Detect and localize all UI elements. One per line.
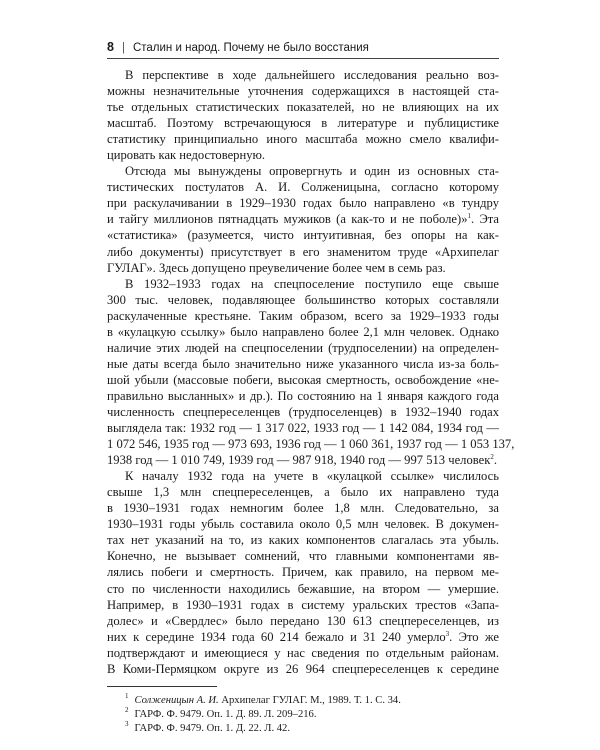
text-line: ные даты всегда было значительно ниже указанного числа из-за боль-: [107, 356, 499, 371]
footnote: [125, 722, 495, 736]
text-line-with-note: [107, 211, 499, 227]
text-line: 1 072 546, 1935 год — 973 693, 1936 год — 1 060 361, 1937 год — 1 053 137,: [107, 437, 515, 452]
text-line: либо документы) присутствует в его знаменитом труде «Архипелаг: [107, 244, 499, 259]
text-line: при раскулачивании в 1929–1930 годах было направлено «в тундру: [107, 196, 499, 211]
text-line: Отсюда мы вынуждены опровергнуть и один из основных ста-: [125, 164, 499, 179]
footnote: [125, 694, 495, 708]
text-line-with-note: [107, 629, 499, 645]
text-fragment: них к середине 1934 года 60 214 бежало и 31 240 умерло: [107, 629, 446, 644]
text-line: тистических постулатов А. И. Солженицына, согласно которому: [107, 180, 499, 195]
text-line: тах нет указаний на то, из каких компонентов слагалась эта убыль.: [107, 533, 499, 548]
paragraph: [107, 67, 499, 163]
footnote-mark: 2: [125, 706, 129, 715]
text-fragment: 1938 год — 1 010 749, 1939 год — 987 918, 1940 год — 997 513 человек: [107, 453, 491, 468]
paragraph: [107, 468, 499, 677]
text-line: выглядела так: 1932 год — 1 317 022, 1933 год — 1 142 084, 1934 год —: [107, 421, 499, 436]
text-line: сто по численности находились бежавшие, на втором — умершие.: [107, 581, 499, 596]
text-fragment: . Эта: [471, 212, 500, 227]
text-line: в «кулацкую ссылку» было направлено более 2,1 млн человек. Однако: [107, 324, 499, 339]
text-line: масштаб. Поэтому встречающуюся в литературе и публицистике: [107, 116, 499, 131]
running-header: [107, 40, 499, 59]
body-text: [107, 67, 515, 677]
running-title: Сталин и народ. Почему не было восстания: [132, 42, 369, 54]
text-line: 1930–1931 годы убыль составила около 0,5 млн человек. В докумен-: [107, 517, 499, 532]
text-line: свыше 1,3 млн спецпереселенцев, а было их направлено туда: [107, 485, 499, 500]
text-line: раскулаченные крестьяне. Таким образом, всего за 1929–1933 годы: [107, 308, 499, 323]
footnotes: [125, 694, 495, 736]
footnote-text: ГАРФ. Ф. 9479. Оп. 1. Д. 89. Л. 209–216.: [134, 709, 317, 720]
text-line: долес» и «Свердлес» было передано 130 613 спецпереселенцев, из: [107, 613, 499, 628]
text-line: цировать как недостоверную.: [107, 148, 266, 163]
footnote-ref: 2: [490, 452, 494, 461]
text-line: В Коми-Пермяцком округе из 26 964 спецпереселенцев к середине: [107, 661, 499, 676]
footnote-mark: 3: [125, 720, 129, 729]
text-fragment: .: [493, 453, 497, 468]
text-line: К началу 1932 года на учете в «кулацкой ссылке» числилось: [125, 469, 499, 484]
text-fragment: . Это же: [449, 629, 500, 644]
footnote-author: Солженицын А. И.: [134, 695, 219, 706]
text-line: правильно высланных» и др.). По состоянию на 1 января каждого года: [107, 388, 499, 403]
text-line-with-note: [107, 452, 499, 468]
text-line: ГУЛАГ». Здесь допущено преувеличение более чем в семь раз.: [107, 260, 446, 275]
text-line: наличие этих людей на спецпоселении (трудпоселении) на определен-: [107, 340, 499, 355]
text-line: лялись побеги и смертность. Причем, как правило, на первом ме-: [107, 565, 499, 580]
footnote-text: Архипелаг ГУЛАГ. М., 1989. Т. 1. С. 34.: [218, 695, 401, 706]
text-line: численность спецпереселенцев (трудпоселенцев) в 1932–1940 годах: [107, 404, 499, 419]
text-line: «статистика» (разумеется, чисто интуитивная, без опоры на как-: [107, 228, 499, 243]
footnote-rule: [107, 686, 217, 687]
page-number: 8: [107, 40, 114, 54]
paragraph: [107, 163, 499, 275]
header-separator: |: [121, 42, 125, 54]
text-line: Конечно, не вызывает сомнений, что главными компонентами яв-: [107, 549, 499, 564]
text-line: В перспективе в ходе дальнейшего исследования реально воз-: [125, 68, 499, 82]
text-line: подтверждают и имеющиеся у нас сведения по отдельным районам.: [107, 645, 499, 660]
text-line: можны незначительные уточнения содержащихся в настоящей ста-: [107, 84, 499, 99]
text-fragment: и тайгу миллионов пятнадцать мужиков (а как-то и не поболе)»: [107, 212, 468, 227]
footnote-text: ГАРФ. Ф. 9479. Оп. 1. Д. 22. Л. 42.: [134, 723, 290, 734]
footnote-ref: 1: [467, 212, 472, 221]
text-line: в 1930–1931 годах немногим более 1,8 млн. Следовательно, за: [107, 501, 499, 516]
text-line: Например, в 1930–1931 годах в систему уральских трестов «Запа-: [107, 597, 499, 612]
text-line: статистику принципиально иного масштаба можно смело квалифи-: [107, 132, 499, 147]
text-line: В 1932–1933 годах на спецпоселение поступило еще свыше: [125, 276, 499, 291]
paragraph: [107, 276, 515, 469]
text-line: тье отдельных статистических показателей, но не влияющих на их: [107, 100, 499, 115]
footnote-ref: 3: [445, 629, 450, 638]
text-line: 300 тыс. человек, подавляющее большинство которых составляли: [107, 292, 499, 307]
text-line: шой убыли (массовые побеги, высокая смертность, освобождение «не-: [107, 372, 499, 387]
footnote-mark: 1: [125, 692, 129, 701]
footnote: [125, 708, 495, 722]
